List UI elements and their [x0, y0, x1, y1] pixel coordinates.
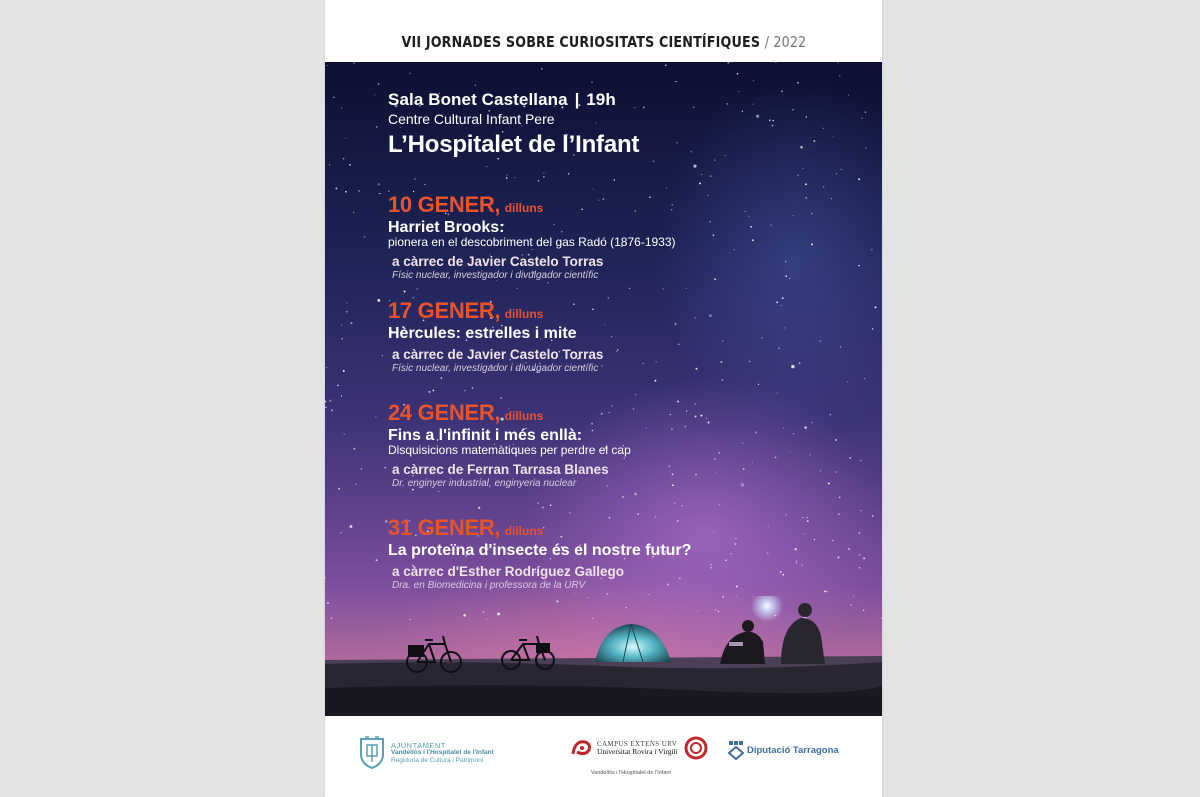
star	[775, 62, 776, 63]
star	[753, 80, 754, 81]
star	[341, 325, 342, 326]
event-item	[388, 298, 868, 374]
venue-town: L’Hospitalet de l’Infant	[388, 131, 640, 158]
event-weekday: dilluns	[504, 307, 544, 321]
star	[699, 182, 701, 184]
poster-content	[388, 90, 868, 591]
star	[342, 338, 343, 339]
star	[613, 179, 615, 181]
star	[839, 497, 840, 498]
star	[542, 507, 544, 509]
star	[329, 400, 331, 402]
urv-campus: CAMPUS EXTENS URV	[597, 739, 678, 748]
event-item	[388, 515, 868, 591]
star	[875, 306, 877, 308]
star	[478, 507, 480, 509]
star	[872, 328, 874, 330]
ajuntament-title: AJUNTAMENT	[391, 740, 446, 750]
ajuntament-department: Regidoria de Cultura i Patrimoni	[391, 756, 484, 764]
star	[517, 288, 518, 289]
star	[591, 82, 592, 83]
series-year: / 2022	[764, 33, 806, 51]
star	[858, 178, 860, 180]
event-weekday: dilluns	[504, 201, 544, 215]
star	[364, 236, 365, 237]
star	[837, 62, 838, 63]
star	[675, 81, 676, 82]
star	[777, 393, 778, 394]
star	[701, 174, 702, 175]
urv-campus-logo-icon	[571, 738, 593, 758]
urv-seal-icon	[684, 736, 708, 760]
event-title: Harriet Brooks:	[388, 219, 505, 236]
series-name: VII JORNADES SOBRE CURIOSITATS CIENTÍFIQUES	[401, 33, 760, 51]
stargazers	[720, 596, 825, 664]
series-title	[401, 33, 806, 51]
star	[666, 187, 667, 188]
urv-campus-location: Vandellòs i l'Hospitalet de l'Infant	[591, 770, 671, 776]
star	[414, 178, 415, 179]
ajuntament-town: Vandellòs i l'Hospitalet de l'Infant	[391, 749, 494, 757]
star	[355, 483, 357, 485]
star	[379, 193, 380, 194]
star	[341, 107, 342, 108]
event-subtitle: Disquisicions matemàtiques per perdre el cap	[388, 443, 631, 457]
star	[472, 387, 474, 389]
star	[343, 158, 345, 160]
diputacio-logo	[728, 740, 839, 760]
event-speaker-role: Dr. enginyer industrial, enginyeria nuclear	[392, 478, 577, 489]
star	[384, 467, 386, 469]
star	[417, 288, 418, 289]
star	[737, 73, 739, 75]
star	[475, 85, 476, 86]
venue-centre: Centre Cultural Infant Pere	[388, 111, 555, 127]
event-item	[388, 400, 868, 489]
event-date: 31 GENER,	[388, 515, 501, 540]
star	[376, 559, 378, 561]
star	[343, 433, 344, 434]
star	[441, 377, 443, 379]
star	[327, 65, 328, 66]
event-speaker-role: Físic nuclear, investigador i divulgador científic	[392, 363, 599, 374]
star	[693, 164, 696, 167]
star	[543, 176, 545, 178]
municipal-shield-icon	[359, 736, 385, 770]
star	[719, 504, 720, 505]
star	[575, 592, 576, 593]
star	[353, 212, 355, 214]
star	[428, 391, 430, 393]
star	[710, 175, 712, 177]
urv-university: Universitat Rovira i Virgili	[597, 747, 678, 756]
star	[653, 160, 655, 162]
star	[860, 510, 862, 512]
urv-logo	[571, 736, 708, 776]
star	[374, 94, 375, 95]
star	[409, 73, 410, 74]
diputacio-emblem-icon	[728, 740, 744, 760]
event-weekday: dilluns	[504, 409, 544, 423]
event-title: La proteïna d'insecte és el nostre futur?	[388, 542, 692, 559]
star	[714, 159, 716, 161]
star	[340, 532, 341, 533]
star	[654, 380, 656, 382]
star	[872, 515, 874, 517]
event-weekday: dilluns	[504, 524, 544, 538]
venue-separator: |	[574, 90, 580, 109]
star	[331, 409, 333, 411]
star	[325, 577, 326, 578]
star	[464, 390, 465, 391]
star	[361, 468, 362, 469]
star	[674, 502, 676, 504]
star	[606, 593, 608, 595]
star	[569, 512, 570, 513]
star	[347, 303, 348, 304]
star	[514, 177, 515, 178]
star	[622, 496, 624, 498]
star	[358, 190, 360, 192]
event-title: Hèrcules: estrelles i mite	[388, 325, 577, 342]
ajuntament-logo	[359, 736, 494, 770]
star	[378, 183, 381, 186]
star	[337, 385, 339, 387]
star	[354, 448, 356, 450]
event-date: 17 GENER,	[388, 298, 501, 323]
event-speaker: a càrrec de Javier Castelo Torras	[392, 347, 604, 362]
star	[541, 68, 542, 69]
diputacio-name: Diputació Tarragona	[747, 744, 839, 756]
star	[351, 322, 353, 324]
star	[839, 75, 841, 77]
star	[635, 394, 636, 395]
star	[349, 164, 351, 166]
star	[847, 381, 848, 382]
star	[682, 505, 683, 506]
event-speaker: a càrrec de Ferran Tarrasa Blanes	[392, 462, 609, 477]
event-speaker-role: Dra. en Biomedicina i professora de la URV	[392, 580, 586, 591]
night-sky-photo	[325, 62, 882, 716]
star	[375, 416, 376, 417]
star	[665, 64, 667, 66]
star	[382, 355, 383, 356]
star	[686, 288, 687, 289]
star	[537, 502, 539, 504]
star	[329, 164, 331, 166]
star	[547, 282, 548, 283]
star	[721, 379, 723, 381]
event-title: Fins a l'infinit i més enllà:	[388, 427, 583, 444]
star	[836, 173, 837, 174]
star	[506, 175, 507, 176]
star	[325, 407, 327, 409]
camp-scene	[325, 596, 882, 716]
star	[802, 168, 803, 169]
star	[841, 168, 843, 170]
star	[486, 166, 487, 167]
event-speaker: a càrrec d'Esther Rodríguez Gallego	[392, 564, 625, 579]
star	[871, 249, 872, 250]
star	[338, 488, 340, 490]
star	[550, 504, 552, 506]
star	[438, 491, 439, 492]
star	[663, 289, 664, 290]
star	[634, 493, 637, 496]
poster-header	[325, 0, 882, 62]
star	[325, 401, 326, 403]
star	[345, 138, 346, 139]
star	[343, 370, 345, 372]
star	[648, 594, 649, 595]
star	[386, 520, 387, 521]
star	[823, 186, 825, 188]
star	[568, 173, 570, 175]
star	[538, 180, 539, 181]
event-date: 10 GENER,	[388, 192, 501, 217]
event-item	[388, 192, 868, 281]
star	[864, 378, 865, 379]
star	[346, 311, 348, 313]
star	[404, 291, 406, 293]
event-subtitle: pionera en el descobriment del gas Radó (1876-1933)	[388, 235, 676, 249]
star	[797, 82, 799, 84]
star	[797, 174, 799, 176]
event-poster	[325, 0, 882, 797]
event-speaker-role: Físic nuclear, investigador i divulgador científic	[392, 270, 599, 281]
star	[758, 384, 759, 385]
star	[378, 83, 380, 85]
star	[345, 191, 347, 193]
star	[341, 395, 342, 396]
star	[432, 389, 434, 391]
star	[376, 126, 378, 128]
star	[592, 188, 593, 189]
event-speaker: a càrrec de Javier Castelo Torras	[392, 254, 604, 269]
star	[353, 62, 355, 64]
star	[424, 184, 425, 185]
star	[500, 397, 502, 399]
star	[377, 299, 380, 302]
star	[333, 96, 335, 98]
star	[350, 525, 353, 528]
venue-room: Sala Bonet Castellana	[388, 90, 568, 109]
star	[727, 62, 729, 64]
star	[326, 367, 327, 368]
star	[826, 591, 828, 593]
star	[805, 183, 807, 185]
glowing-tent	[595, 624, 671, 662]
star	[543, 172, 544, 173]
star	[506, 177, 508, 179]
venue-time: 19h	[586, 90, 616, 109]
venue-line	[388, 90, 868, 110]
sponsor-footer	[325, 716, 882, 797]
event-date: 24 GENER,	[388, 400, 501, 425]
star	[335, 188, 337, 190]
star	[629, 288, 630, 289]
